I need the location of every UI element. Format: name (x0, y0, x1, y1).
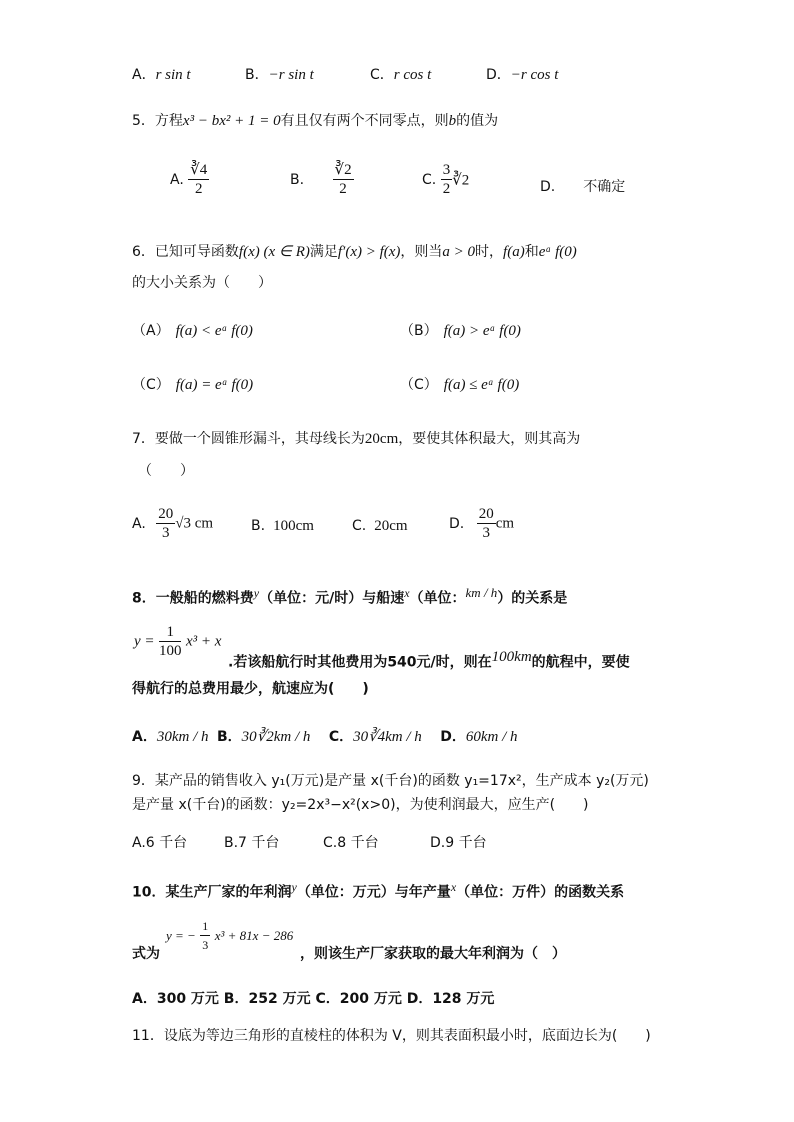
q9-option-c: C.8 千台 (323, 835, 379, 851)
q8-option-c-label: C． (328, 729, 354, 745)
q5-option-c-num: 3 (442, 162, 451, 178)
q10-stem-line1 (132, 880, 624, 902)
q9-stem-line1: 9．某产品的销售收入 y₁(万元)是产量 x(千台)的函数 y₁=17x²，生产成本 y₂(万元) (132, 773, 649, 789)
q8-math-2: x (404, 586, 410, 600)
q5-option-b-fraction (333, 162, 354, 198)
q5-option-c (422, 162, 469, 198)
q7-option-d-label: D. (449, 516, 465, 532)
q10-eq-pre: y = − (166, 928, 196, 943)
q8-math-1: y (253, 586, 260, 600)
q6-math-3: a > 0 (442, 244, 476, 260)
q6-stem-line2: 的大小关系为（ ） (132, 275, 272, 291)
q8-option-d-label: D． (440, 729, 466, 745)
q6-option-a-label: （A） (132, 323, 170, 339)
q6-option-b-label: （B） (400, 323, 438, 339)
q8-stem-line3: 得航行的总费用最少，航速应为( ) (132, 681, 369, 697)
q10-eq-num: 1 (200, 918, 210, 936)
q6-option-c-label: （C） (132, 377, 170, 393)
q9-option-d: D.9 千台 (430, 835, 487, 851)
q5-stem-prefix: 5．方程 (132, 113, 183, 129)
q6-math-1: f(x) (x ∈ R) (238, 244, 310, 260)
q8-text-1: 8．一般船的燃料费 (132, 590, 254, 607)
q6-option-d-math: f(a) ≤ eᵃ f(0) (443, 377, 520, 393)
q10-stem-prefix: 式为 (132, 946, 160, 962)
q7-option-a-rest: √3 cm (175, 515, 214, 532)
q4-option-d (486, 64, 558, 84)
q7-option-d-den: 3 (482, 525, 490, 541)
q7-option-d-rest: cm (495, 515, 515, 532)
q7-option-d (449, 506, 514, 542)
q5-option-a-num: ∛4 (190, 162, 208, 178)
q7-option-d-fraction (477, 506, 496, 542)
q7-option-a-den: 3 (161, 525, 170, 541)
q8-math-5: 100km (491, 649, 532, 665)
q8-option-b-math: 30∛2km / h (241, 729, 311, 745)
q5-stem-mid: 有且仅有两个不同零点，则 (280, 113, 449, 129)
q8-option-a-label: A． (132, 729, 157, 745)
q5-option-d-text: 不确定 (583, 179, 626, 195)
q8-text-6: 的航程中，要使 (531, 654, 630, 671)
q4-option-a-label: A． (132, 67, 156, 83)
q4-option-a (132, 64, 191, 84)
q7-option-c-value: 20cm (374, 518, 408, 534)
q6-option-d-label: （C） (400, 377, 438, 393)
q5-option-b (290, 162, 354, 198)
q7-option-b (251, 518, 314, 535)
q10-eq-den: 3 (202, 938, 209, 952)
q4-option-a-math: r sin t (155, 67, 191, 83)
q8-eq-post: x³ + x (185, 633, 222, 650)
q6-text-1: 6．已知可导函数 (132, 244, 239, 260)
q5-option-b-den: 2 (339, 181, 347, 197)
q8-stem-line2 (228, 649, 630, 672)
q7-option-b-value: 100cm (273, 518, 314, 534)
q7-option-b-label: B. (251, 518, 266, 534)
q5-stem-equation: x³ − bx² + 1 = 0 (182, 113, 281, 129)
q5-option-c-den: 2 (442, 181, 451, 197)
q5-option-c-root: ∛2 (452, 172, 470, 189)
q8-eq-num: 1 (159, 624, 182, 642)
q6-text-2: 满足 (309, 244, 338, 260)
q7-stem-line1 (132, 428, 580, 448)
q5-option-b-num: ∛2 (334, 162, 352, 178)
q6-math-5: eᵃ f(0) (538, 244, 577, 260)
q6-option-a-math: f(a) < eᵃ f(0) (175, 323, 253, 339)
q4-option-c-math: r cos t (393, 67, 432, 83)
q7-option-c-label: C. (352, 518, 367, 534)
q10-math-2: x (450, 880, 457, 894)
q7-option-a (132, 506, 213, 542)
q5-stem-var: b (448, 113, 457, 129)
q8-equation (134, 624, 221, 660)
q9-option-a: A.6 千台 (132, 835, 188, 851)
q4-option-d-label: D． (486, 67, 511, 83)
q8-options (132, 726, 518, 746)
q9-option-b: B.7 千台 (224, 835, 280, 851)
q10-eq-post: x³ + 81x − 286 (214, 928, 294, 943)
q5-option-b-label: B. (290, 172, 305, 188)
q6-math-4: f(a) (503, 244, 525, 260)
q8-eq-pre: y = (134, 633, 155, 650)
q8-stem-line1 (132, 585, 567, 608)
q5-option-c-label: C. (422, 172, 437, 188)
q8-option-b-label: B． (216, 729, 242, 745)
q4-option-d-math: −r cos t (510, 67, 559, 83)
q10-text-1: 10．某生产厂家的年利润 (132, 884, 292, 901)
q7-option-a-num: 20 (158, 506, 174, 522)
q4-option-b-label: B． (245, 67, 269, 83)
q7-text-1: 7．要做一个圆锥形漏斗，其母线长为 (132, 431, 365, 447)
q10-text-3: （单位：万件）的函数关系 (456, 884, 625, 901)
q6-option-d (400, 374, 519, 394)
q4-option-b-math: −r sin t (268, 67, 314, 83)
q6-math-2: f′(x) > f(x) (337, 244, 401, 260)
q8-text-4: ）的关系是 (497, 590, 568, 607)
q5-option-a-label: A. (170, 172, 184, 188)
q6-option-a (132, 320, 253, 340)
q5-option-d-label: D. (540, 179, 556, 195)
q10-stem-suffix: ，则该生产厂家获取的最大年利润为（ ） (300, 946, 566, 962)
q10-eq-fraction (200, 918, 210, 954)
q6-text-5: 和 (524, 244, 539, 260)
q6-stem-line1 (132, 241, 577, 261)
q10-equation (166, 918, 293, 954)
q5-stem (132, 110, 498, 130)
q5-option-a (170, 162, 209, 198)
q7-option-a-fraction (156, 506, 175, 542)
q6-option-c-math: f(a) = eᵃ f(0) (175, 377, 254, 393)
q5-option-a-den: 2 (195, 181, 203, 197)
q6-text-3: ，则当 (400, 244, 443, 260)
q8-option-d-math: 60km / h (465, 729, 518, 745)
q8-text-2: （单位：元/时）与船速 (259, 590, 405, 607)
q7-option-a-label: A. (132, 516, 146, 532)
q8-math-3: km / h (465, 585, 498, 600)
q7-text-2: ，要使其体积最大，则其高为 (398, 431, 581, 447)
q4-option-c-label: C． (370, 67, 394, 83)
q8-eq-fraction (159, 624, 182, 660)
q5-option-c-fraction (441, 162, 453, 198)
q5-stem-end: 的值为 (456, 113, 499, 129)
q8-option-a-math: 30km / h (156, 729, 209, 745)
q4-option-b (245, 64, 314, 84)
q7-option-d-num: 20 (478, 506, 494, 522)
q10-options: A．300 万元 B．252 万元 C．200 万元 D．128 万元 (132, 991, 495, 1007)
q5-option-d (540, 176, 625, 196)
q8-text-5: .若该船航行时其他费用为540元/时，则在 (228, 654, 492, 671)
q7-math-1: 20cm (364, 431, 399, 447)
q4-option-c (370, 64, 431, 84)
q11-stem-line1: 11．设底为等边三角形的直棱柱的体积为 V，则其表面积最小时，底面边长为( ) (132, 1028, 651, 1044)
q8-text-3: （单位： (409, 590, 466, 607)
q6-text-4: 时， (475, 244, 504, 260)
q6-option-b (400, 320, 521, 340)
q10-text-2: （单位：万元）与年产量 (296, 884, 451, 901)
q9-stem-line2: 是产量 x(千台)的函数：y₂=2x³−x²(x>0)，为使利润最大，应生产( ) (132, 797, 589, 813)
q7-option-c (352, 518, 408, 535)
q8-option-c-math: 30∛4km / h (353, 729, 422, 745)
q8-eq-den: 100 (158, 643, 182, 659)
q6-option-c (132, 374, 253, 394)
q7-stem-line2: （ ） (138, 463, 194, 479)
q6-option-b-math: f(a) > eᵃ f(0) (443, 323, 521, 339)
q10-math-1: y (291, 880, 297, 894)
q5-option-a-fraction (188, 162, 209, 198)
